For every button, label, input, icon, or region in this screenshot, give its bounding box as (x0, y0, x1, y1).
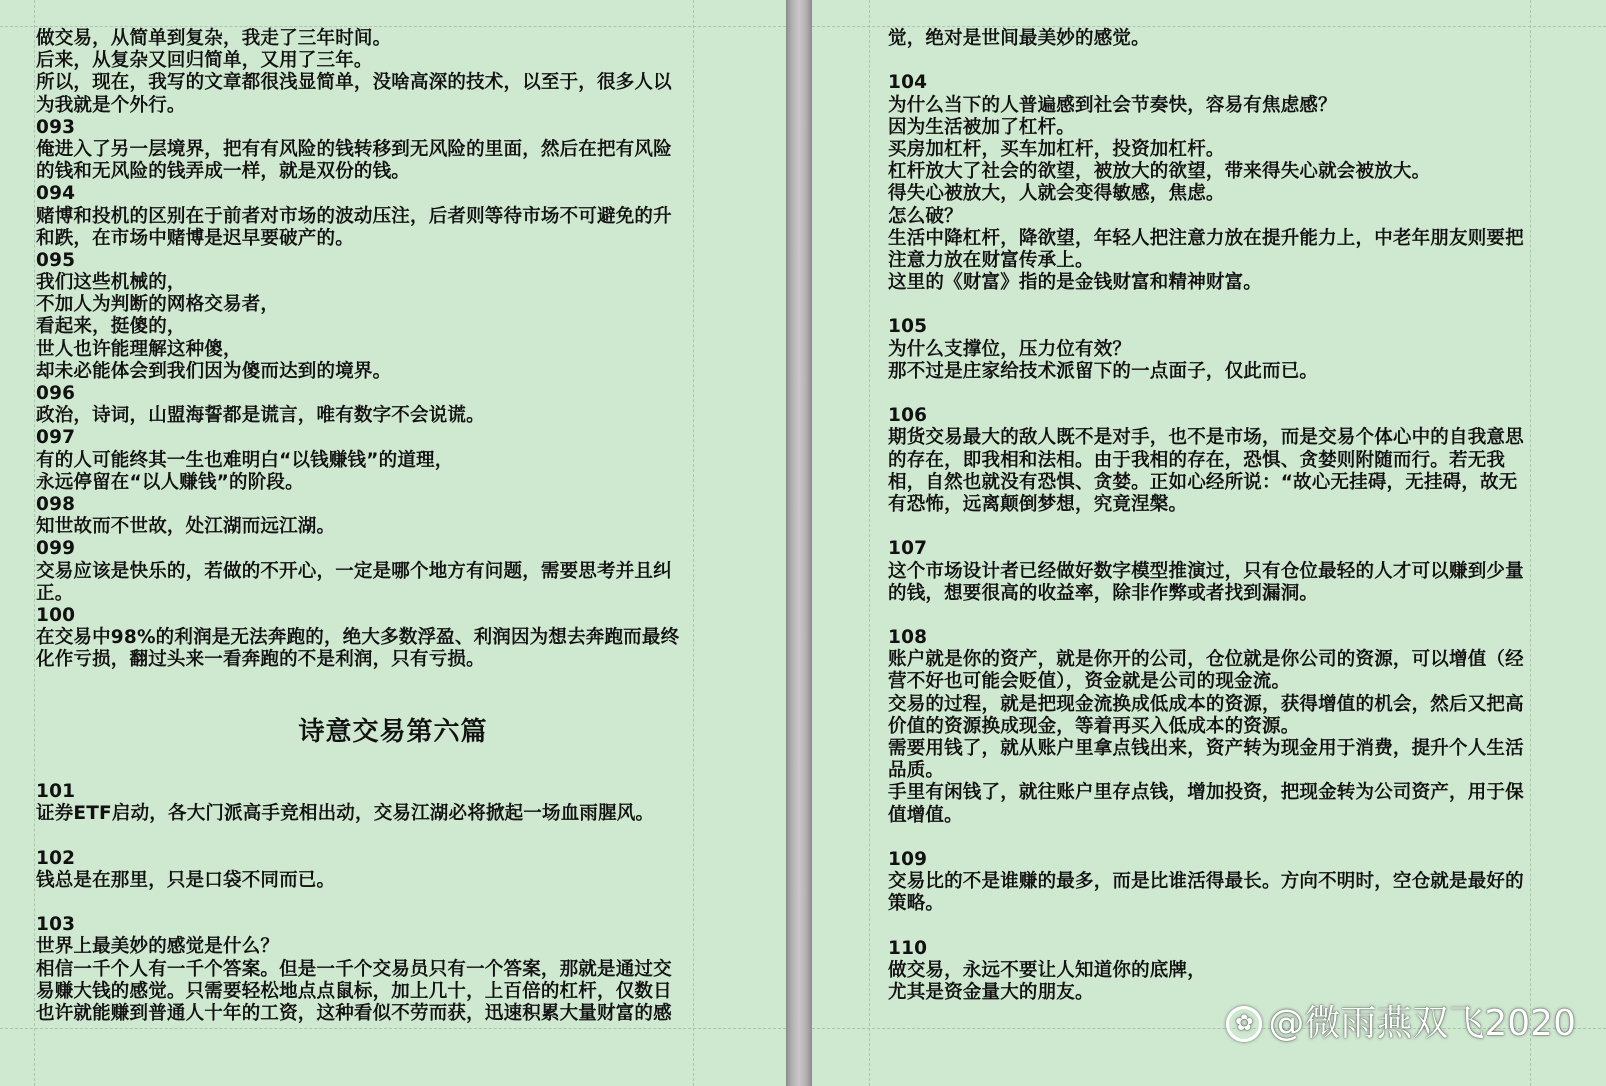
text-line: 证券ETF启动，各大门派高手竞相出动，交易江湖必将掀起一场血雨腥风。 (36, 803, 655, 825)
right-text-block (888, 28, 1524, 1004)
text-line: 做交易，从简单到复杂，我走了三年时间。 (36, 28, 392, 49)
text-line: 世人也许能理解这种傻， (36, 338, 242, 360)
entry-number: 104 (888, 72, 928, 94)
text-line: 生活中降杠杆，降欲望，年轻人把注意力放在提升能力上，中老年朋友则要把 (888, 227, 1524, 249)
text-line: 后来，从复杂又回归简单，又用了三年。 (36, 50, 373, 72)
text-line: 为我就是个外行。 (36, 94, 186, 116)
text-line: 杠杆放大了社会的欲望，被放大的欲望，带来得失心就会被放大。 (888, 161, 1431, 183)
text-line: 做交易，永远不要让人知道你的底牌， (888, 959, 1206, 981)
text-line: 易赚大钱的感觉。只需要轻松地点点鼠标，加上几十，上百倍的杠杆，仅数日 (36, 980, 672, 1002)
text-line: 和跌，在市场中赌博是迟早要破产的。 (36, 227, 354, 249)
text-line: 尤其是资金量大的朋友。 (888, 982, 1094, 1004)
text-line: 期货交易最大的敌人既不是对手，也不是市场，而是交易个体心中的自我意思 (888, 427, 1524, 449)
entry-number: 094 (36, 183, 76, 205)
text-line: 注意力放在财富传承上。 (888, 249, 1094, 271)
text-line (36, 825, 672, 847)
text-line: 这个市场设计者已经做好数字模型推演过，只有仓位最轻的人才可以赚到少量 (888, 560, 1524, 582)
entry-number: 095 (36, 249, 76, 271)
text-line (888, 516, 1524, 538)
text-line: 品质。 (888, 760, 945, 782)
text-line: 也许就能赚到普通人十年的工资，这种看似不劳而获，迅速积累大量财富的感 (36, 1002, 672, 1024)
entry-number: 093 (36, 116, 76, 138)
text-line (36, 892, 672, 914)
text-line (888, 50, 1524, 72)
text-line (888, 294, 1524, 316)
text-line: 值增值。 (888, 804, 963, 826)
right-page (812, 0, 1606, 1086)
text-line: 俺进入了另一层境界，把有有风险的钱转移到无风险的里面，然后在把有风险 (36, 138, 672, 160)
text-line: 正。 (36, 582, 74, 604)
margin-guide-right (1530, 0, 1531, 1086)
text-line: 因为生活被加了杠杆。 (888, 116, 1076, 138)
text-line: 的钱，想要很高的收益率，除非作弊或者找到漏洞。 (888, 582, 1319, 604)
text-line: 那不过是庄家给技术派留下的一点面子，仅此而已。 (888, 360, 1319, 382)
entry-number: 096 (36, 383, 76, 404)
text-line: 策略。 (888, 893, 945, 915)
watermark (1226, 1002, 1576, 1046)
page-gutter (786, 0, 812, 1086)
text-line: 有的人可能终其一生也难明白“以钱赚钱”的道理， (36, 449, 454, 471)
text-line: 世界上最美妙的感觉是什么？ (36, 936, 280, 958)
chapter-heading: 诗意交易第六篇 (298, 717, 488, 747)
text-line: 怎么破？ (888, 205, 963, 227)
text-line (888, 827, 1524, 849)
entry-number: 101 (36, 781, 76, 802)
text-line: 的存在，即我相和法相。由于我相的存在，恐惧、贪婪则附随而行。若无我 (888, 449, 1506, 471)
left-page (0, 0, 786, 1086)
text-line: 赌博和投机的区别在于前者对市场的波动压注，后者则等待市场不可避免的升 (36, 205, 672, 227)
text-line: 账户就是你的资产，就是你开的公司，仓位就是你公司的资源，可以增值（经 (888, 649, 1524, 671)
margin-guide-top (0, 26, 786, 27)
margin-guide-bottom (0, 1028, 786, 1029)
margin-guide-left (869, 0, 870, 1086)
text-line: 营不好也可能会贬值），资金就是公司的现金流。 (888, 671, 1291, 693)
entry-number: 110 (888, 937, 928, 959)
entry-number: 099 (36, 538, 76, 560)
text-line: 知世故而不世故，处江湖而远江湖。 (36, 516, 336, 538)
entry-number: 105 (888, 316, 928, 338)
entry-number: 102 (36, 847, 76, 869)
entry-number: 103 (36, 914, 76, 936)
watermark-text: @微雨燕双飞2020 (1268, 1003, 1576, 1044)
text-line: 得失心被放大，人就会变得敏感，焦虑。 (888, 183, 1225, 205)
margin-guide-right (693, 0, 694, 1086)
text-line: 政治，诗词，山盟海誓都是谎言，唯有数字不会说谎。 (36, 405, 485, 427)
text-line: 却未必能体会到我们因为傻而达到的境界。 (36, 360, 392, 382)
text-line: 有恐怖，远离颠倒梦想，究竟涅槃。 (888, 493, 1188, 515)
text-line: 这里的《财富》指的是金钱财富和精神财富。 (888, 272, 1263, 294)
text-line: 交易比的不是谁赚的最多，而是比谁活得最长。方向不明时，空仓就是最好的 (888, 871, 1524, 893)
text-line: 买房加杠杆，买车加杠杆，投资加杠杆。 (888, 138, 1225, 160)
entry-number: 097 (36, 427, 76, 449)
left-text-block-bottom (36, 781, 672, 1025)
text-line: 钱总是在那里，只是口袋不同而已。 (36, 869, 336, 891)
text-line: 在交易中98%的利润是无法奔跑的，绝大多数浮盈、利润因为想去奔跑而最终 (36, 627, 680, 649)
entry-number: 107 (888, 538, 928, 560)
text-line: 不加人为判断的网格交易者， (36, 294, 280, 316)
text-line: 我们这些机械的， (36, 272, 186, 294)
margin-guide-left (34, 0, 35, 1086)
text-line: 化作亏损，翻过头来一看奔跑的不是利润，只有亏损。 (36, 649, 485, 671)
text-line: 觉，绝对是世间最美妙的感觉。 (888, 28, 1150, 49)
text-line: 需要用钱了，就从账户里拿点钱出来，资产转为现金用于消费，提升个人生活 (888, 738, 1524, 759)
text-line: 永远停留在“以人赚钱”的阶段。 (36, 471, 304, 493)
entry-number: 106 (888, 405, 928, 427)
entry-number: 109 (888, 848, 928, 870)
text-line: 的钱和无风险的钱弄成一样，就是双份的钱。 (36, 161, 411, 183)
weibo-logo-icon: ✿ (1226, 1006, 1262, 1042)
text-line (888, 605, 1524, 627)
entry-number: 100 (36, 604, 76, 626)
text-line: 手里有闲钱了，就往账户里存点钱，增加投资，把现金转为公司资产，用于保 (888, 782, 1524, 804)
text-line (888, 916, 1524, 938)
text-line: 交易应该是快乐的，若做的不开心，一定是哪个地方有问题，需要思考并且纠 (36, 560, 672, 582)
text-line: 交易的过程，就是把现金流换成低成本的资源，获得增值的机会，然后又把高 (888, 693, 1524, 715)
text-line: 所以，现在，我写的文章都很浅显简单，没啥高深的技术，以至于，很多人以 (36, 72, 672, 94)
text-line: 价值的资源换成现金，等着再买入低成本的资源。 (888, 715, 1300, 737)
text-line: 为什么当下的人普遍感到社会节奏快，容易有焦虑感？ (888, 94, 1337, 116)
text-line (888, 383, 1524, 405)
text-line: 相，自然也就没有恐惧、贪婪。正如心经所说：“故心无挂碍，无挂碍，故无 (888, 471, 1518, 493)
margin-guide-top (812, 26, 1606, 27)
entry-number: 108 (888, 627, 928, 649)
entry-number: 098 (36, 493, 76, 515)
text-line: 相信一千个人有一千个答案。但是一千个交易员只有一个答案，那就是通过交 (36, 958, 672, 980)
text-line: 为什么支撑位，压力位有效？ (888, 338, 1132, 360)
text-line: 看起来，挺傻的， (36, 316, 186, 338)
left-text-block-top (36, 28, 679, 671)
